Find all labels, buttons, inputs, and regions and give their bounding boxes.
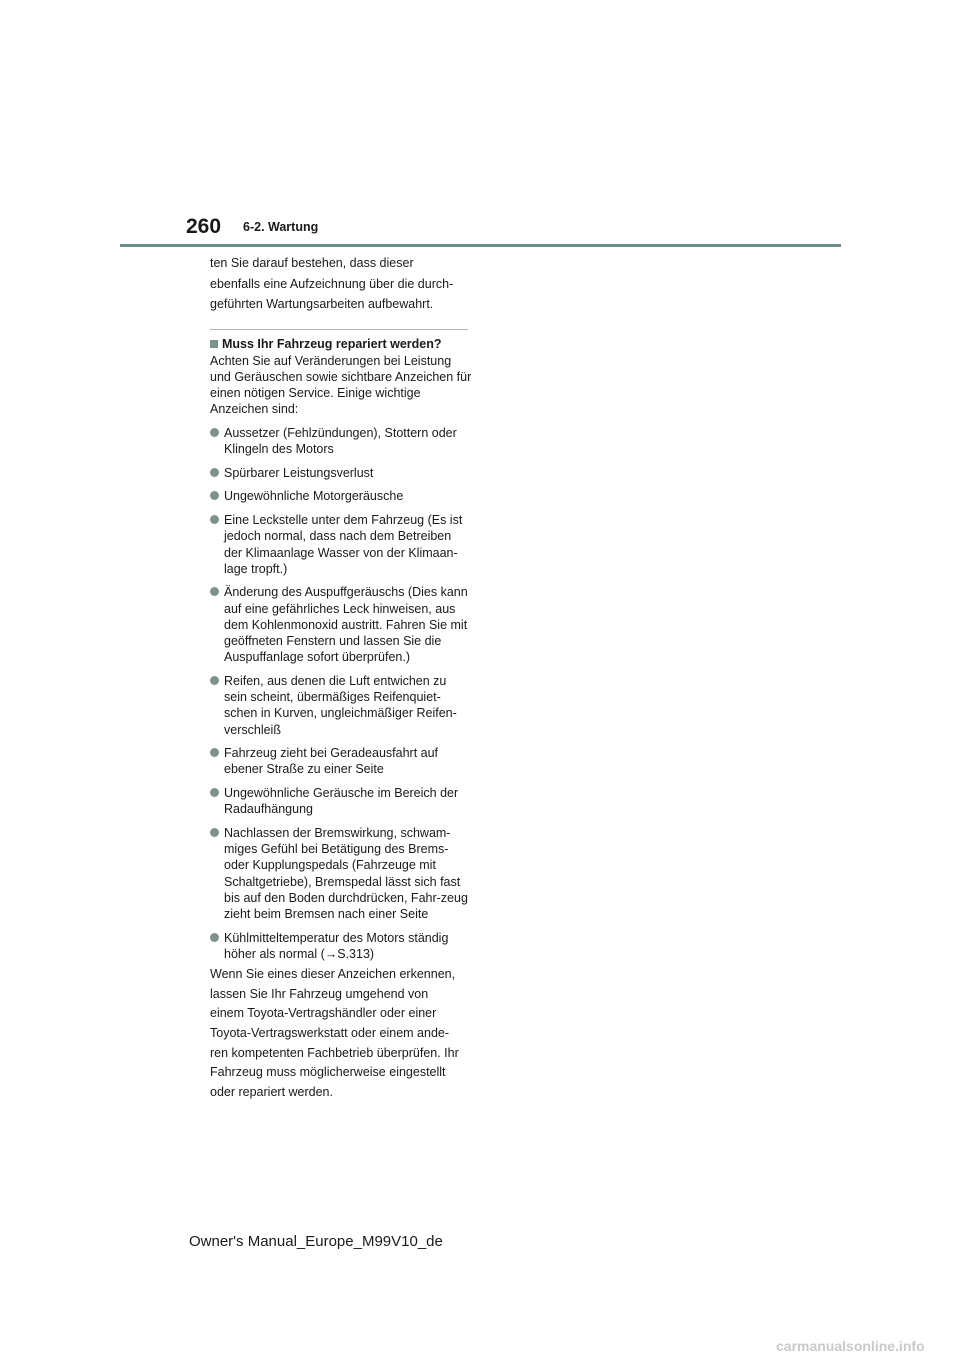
closing-paragraph [210,965,472,1102]
circle-bullet-icon [210,428,219,437]
circle-bullet-icon [210,748,219,757]
list-item [210,488,472,504]
list-item-text: Ungewöhnliche Geräusche im Bereich der Radaufhängung [224,786,459,817]
circle-bullet-icon [210,676,219,685]
intro-paragraph [210,253,472,315]
intro-line: geführten Wartungsarbeiten aufbewahrt. [210,297,434,311]
square-bullet-icon [210,340,218,348]
circle-bullet-icon [210,515,219,524]
list-item-text: Aussetzer (Fehlzündungen), Stottern oder Klingeln des Motors [224,425,457,457]
page-content [210,253,472,1102]
watermark: carmanualsonline.info [776,1338,925,1354]
header-rule [120,244,841,247]
closing-line: Toyota-Vertragswerkstatt oder einem ande- [210,1025,450,1040]
intro-line: ten Sie darauf bestehen, dass dieser [210,256,414,270]
list-item [210,673,472,738]
list-item-text: Reifen, aus denen die Luft entwichen zu sein scheint, übermäßiges Reifenquiet-schen in Kurven, ungleichmäßiger Reifen-verschleiß [224,673,457,737]
closing-line: ren kompetenten Fachbetrieb überprüfen. Ihr [210,1045,459,1060]
list-item [210,785,472,817]
closing-line: Fahrzeug muss möglicherweise eingestellt [210,1065,446,1080]
subsection-heading-text: Muss Ihr Fahrzeug repariert werden? [222,336,442,351]
list-item [210,465,472,481]
subsection-rule [210,329,468,330]
section-title: 6-2. Wartung [243,220,319,234]
list-item [210,930,472,962]
symptom-list [210,425,472,962]
circle-bullet-icon [210,788,219,797]
closing-line: oder repariert werden. [210,1084,333,1099]
intro-line: ebenfalls eine Aufzeichnung über die durch- [210,276,454,291]
closing-line: einem Toyota-Vertragshändler oder einer [210,1006,437,1021]
subsection-lead: Achten Sie auf Veränderungen bei Leistung und Geräuschen sowie sichtbare Anzeichen für einen nötigen Service. Einige wichtige Anzeichen sind: [210,353,472,417]
closing-line: Wenn Sie eines dieser Anzeichen erkennen, [210,967,456,982]
list-item-text: Kühlmitteltemperatur des Motors ständig höher als normal (→S.313) [224,930,449,961]
list-item-text: Nachlassen der Bremswirkung, schwam-miges Gefühl bei Betätigung des Brems- oder Kupplungspedals (Fahrzeuge mit Schaltgetriebe), Bremspedal lässt sich fast bis auf den Boden durchdrücken, Fahr-zeug zieht beim Bremsen nach einer Seite [224,826,468,922]
page-number: 260 [186,215,222,238]
list-item [210,584,472,665]
list-item-text: Eine Leckstelle unter dem Fahrzeug (Es ist jedoch normal, dass nach dem Betreiben der Klimaanlage Wasser von der Klimaan-lage tropft.) [224,513,463,576]
subsection-heading [210,336,472,352]
circle-bullet-icon [210,468,219,477]
list-item [210,745,472,777]
footer-doc-id: Owner's Manual_Europe_M99V10_de [189,1233,443,1250]
list-item [210,825,472,922]
circle-bullet-icon [210,587,219,596]
closing-line: lassen Sie Ihr Fahrzeug umgehend von [210,986,429,1001]
list-item-text: Ungewöhnliche Motorgeräusche [224,489,404,504]
list-item-text: Spürbarer Leistungsverlust [224,465,374,480]
list-item-text: Fahrzeug zieht bei Geradeausfahrt auf ebener Straße zu einer Seite [224,746,439,777]
list-item-text: Änderung des Auspuffgeräuschs (Dies kann auf eine gefährliches Leck hinweisen, aus dem Kohlenmonoxid austritt. Fahren Sie mit geöffneten Fenstern und lassen Sie die Auspuffanlage sofort überprüfen.) [224,585,468,665]
circle-bullet-icon [210,491,219,500]
circle-bullet-icon [210,933,219,942]
list-item [210,425,472,457]
list-item [210,512,472,577]
circle-bullet-icon [210,828,219,837]
